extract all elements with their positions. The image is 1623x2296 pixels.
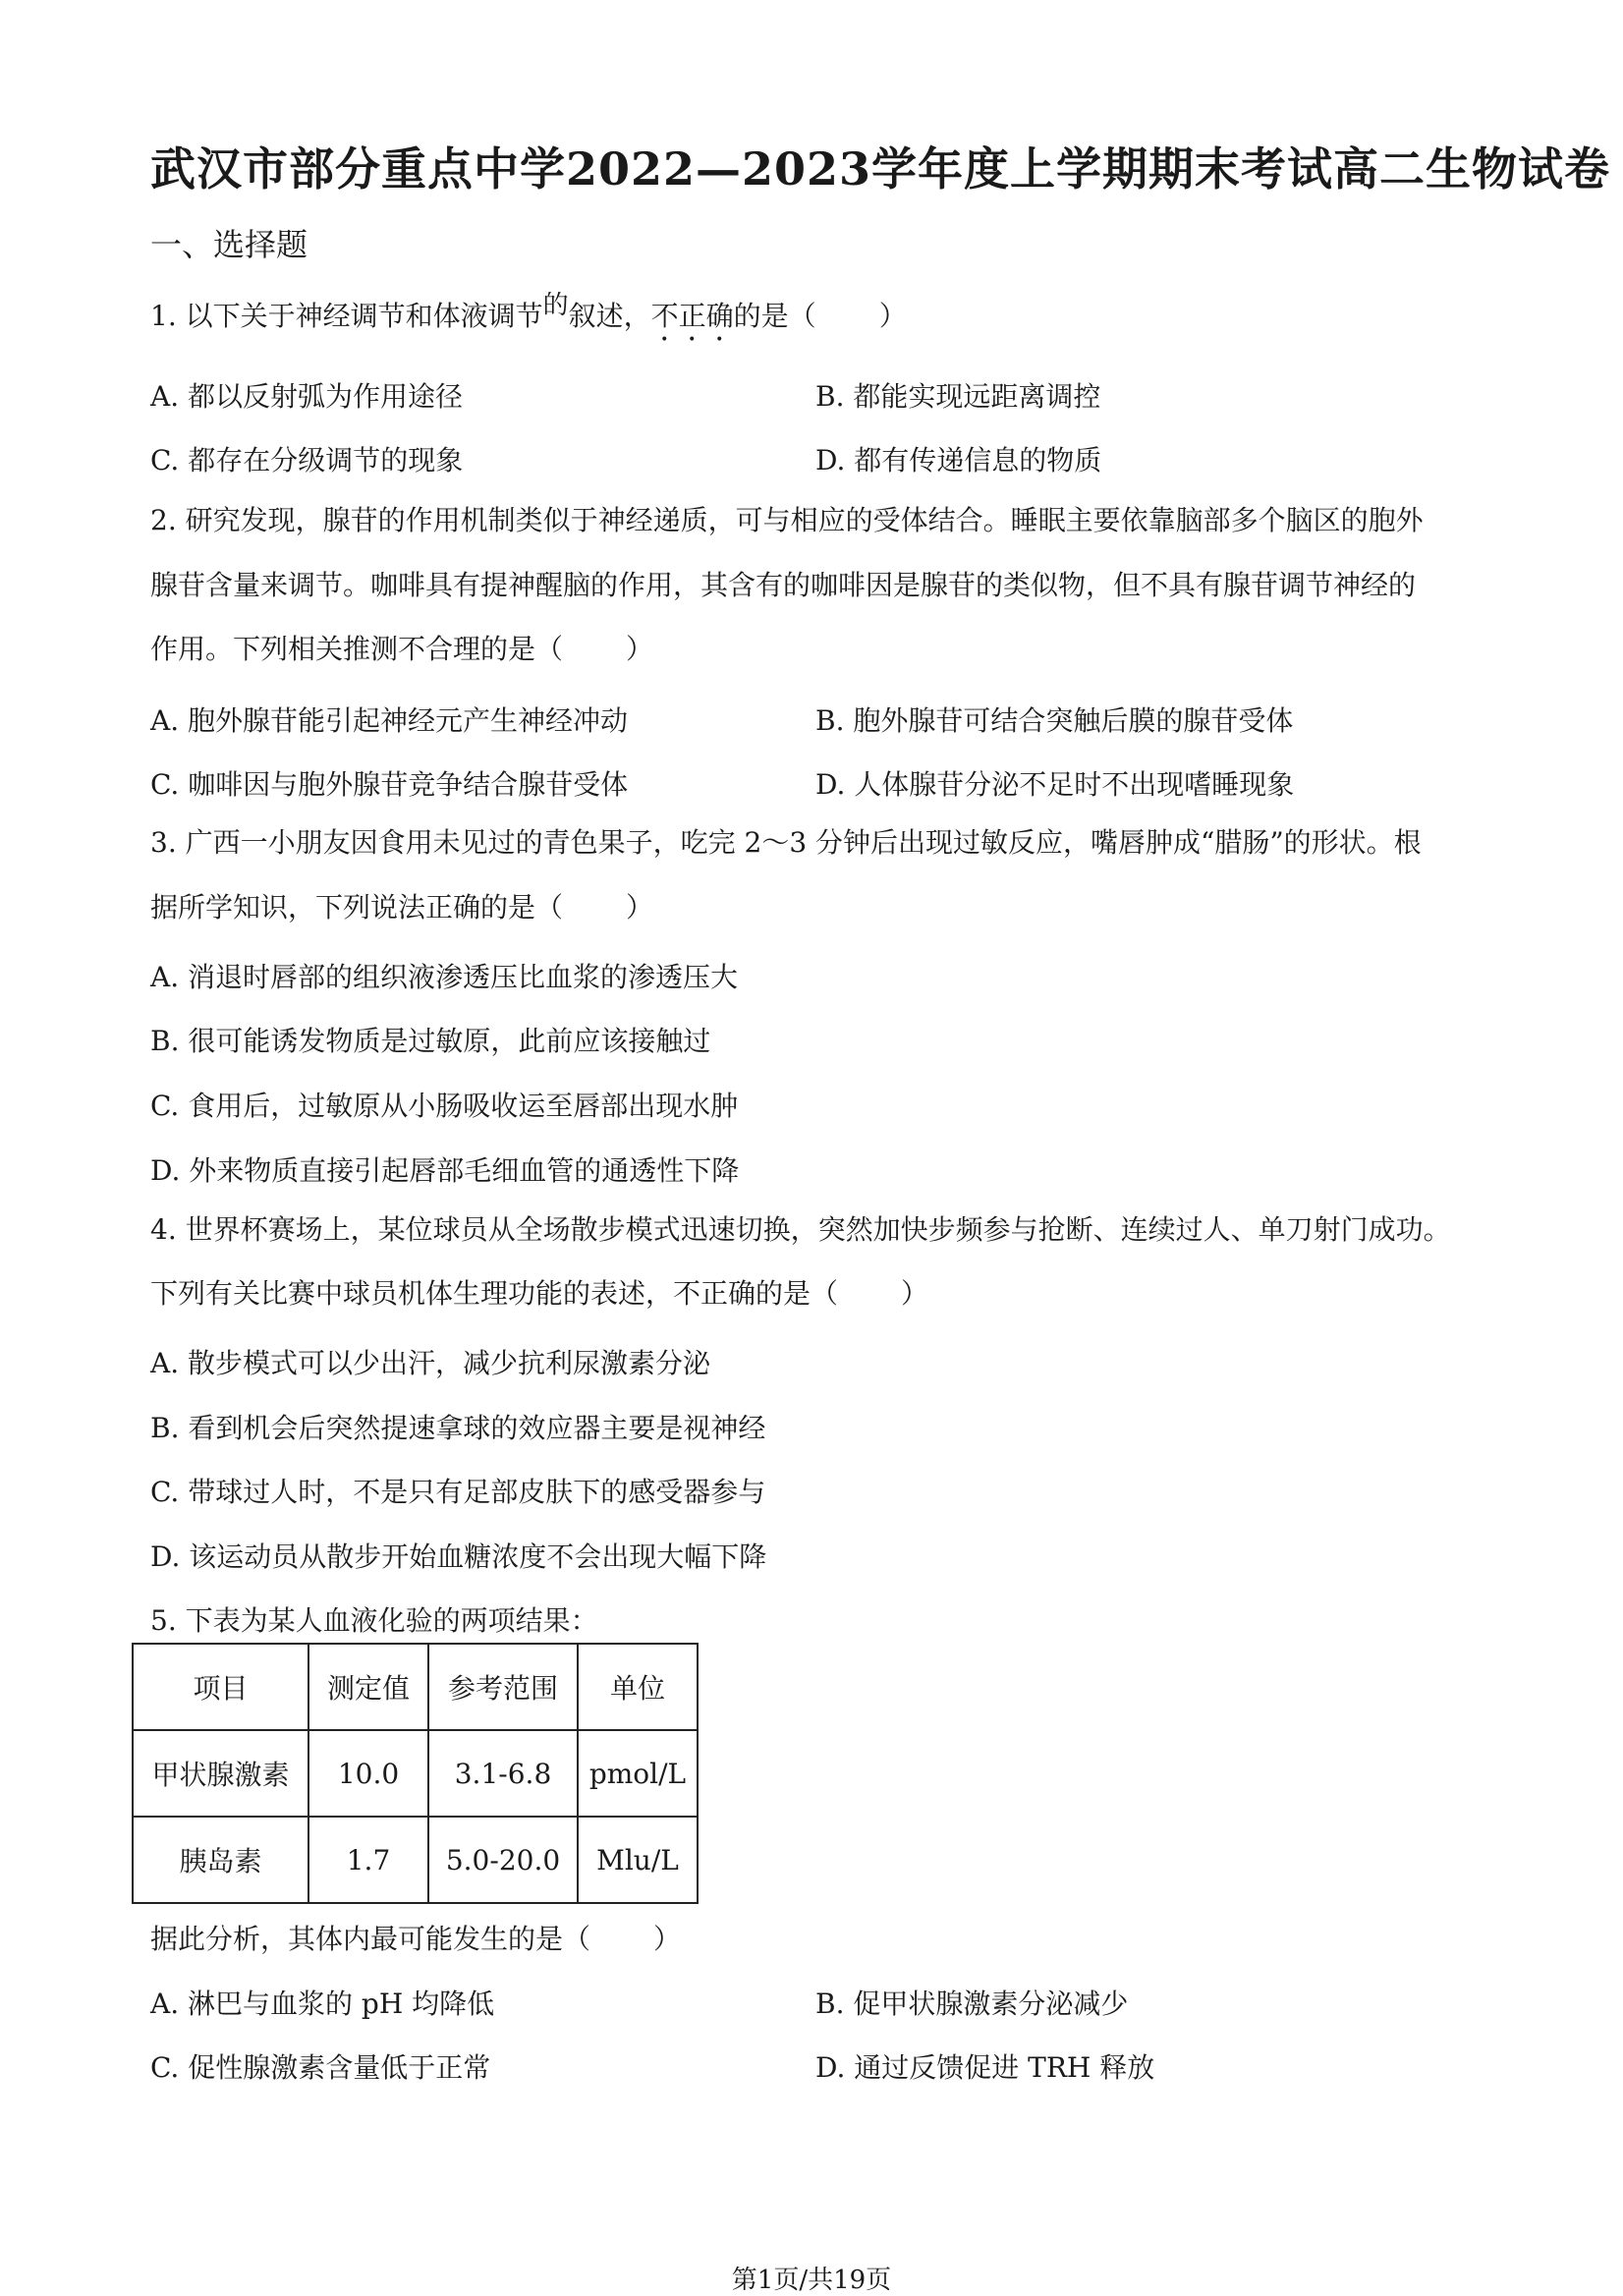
q3-option-a: A. 消退时唇部的组织液渗透压比血浆的渗透压大: [150, 961, 739, 993]
q2-stem-line: [150, 630, 653, 669]
exam-title: 武汉市部分重点中学2022—2023学年度上学期期末考试高二生物试卷: [150, 142, 1611, 196]
q3-option-c: C. 食用后，过敏原从小肠吸收运至唇部出现水肿: [150, 1090, 739, 1122]
q3-option-b: B. 很可能诱发物质是过敏原，此前应该接触过: [150, 1025, 711, 1057]
q5-question: [150, 1918, 681, 1957]
table-cell: 10.0: [308, 1730, 428, 1817]
q5-question-part: ）: [653, 1923, 682, 1955]
table-header-cell: 参考范围: [428, 1644, 578, 1730]
q3-stem-part: ）: [626, 891, 654, 924]
table-cell: 5.0-20.0: [428, 1817, 578, 1903]
table-cell: Mlu/L: [578, 1817, 698, 1903]
table-row: [133, 1730, 698, 1817]
q3-stem-part: 据所学知识，下列说法正确的是（: [150, 891, 564, 924]
q5-option-c: C. 促性腺激素含量低于正常: [150, 2051, 491, 2084]
q5-option-a: A. 淋巴与血浆的 pH 均降低: [150, 1988, 495, 2020]
table-row: [133, 1817, 698, 1903]
q1-stem-part: 1. 以下关于神经调节和体液调节: [150, 300, 543, 332]
q1-option-c: C. 都存在分级调节的现象: [150, 444, 464, 476]
blood-test-table: [132, 1643, 699, 1904]
q2-option-a: A. 胞外腺苷能引起神经元产生神经冲动: [150, 704, 629, 737]
table-cell: 3.1-6.8: [428, 1730, 578, 1817]
q2-stem-part: 作用。下列相关推测不合理的是（: [150, 633, 564, 665]
table-cell: 胰岛素: [133, 1817, 308, 1903]
q4-option-d: D. 该运动员从散步开始血糖浓度不会出现大幅下降: [150, 1540, 767, 1573]
q1-stem-part: ）: [878, 300, 907, 332]
q2-stem-line: 腺苷含量来调节。咖啡具有提神醒脑的作用，其含有的咖啡因是腺苷的类似物，但不具有腺苷调节神经的: [150, 569, 1417, 601]
q2-stem-part: ）: [626, 633, 654, 665]
q1-option-b: B. 都能实现远距离调控: [815, 380, 1101, 413]
q3-stem-line: 3. 广西一小朋友因食用未见过的青色果子，吃完 2～3 分钟后出现过敏反应，嘴唇肿成“腊肠”的形状。根: [150, 826, 1422, 859]
q2-option-d: D. 人体腺苷分泌不足时不出现嗜睡现象: [815, 768, 1295, 801]
q4-stem-part: 下列有关比赛中球员机体生理功能的表述，不正确的是（: [150, 1277, 839, 1310]
table-cell: 1.7: [308, 1817, 428, 1903]
q5-question-part: 据此分析，其体内最可能发生的是（: [150, 1923, 591, 1955]
q5-intro: 5. 下表为某人血液化验的两项结果：: [150, 1604, 598, 1637]
q2-option-b: B. 胞外腺苷可结合突触后膜的腺苷受体: [815, 704, 1294, 737]
q2-option-c: C. 咖啡因与胞外腺苷竞争结合腺苷受体: [150, 768, 629, 801]
page-number-footer: 第1页/共19页: [731, 2266, 892, 2295]
q3-option-d: D. 外来物质直接引起唇部毛细血管的通透性下降: [150, 1154, 740, 1187]
q5-option-b: B. 促甲状腺激素分泌减少: [815, 1988, 1129, 2020]
question-1-stem: [150, 291, 907, 348]
q1-stem-part: 的是（: [733, 300, 816, 332]
q5-option-d: D. 通过反馈促进 TRH 释放: [815, 2051, 1155, 2084]
q4-stem-line: [150, 1274, 928, 1314]
q1-stem-superscript: 的: [542, 291, 569, 320]
section-heading: 一、选择题: [150, 226, 308, 263]
q2-stem-line: 2. 研究发现，腺苷的作用机制类似于神经递质，可与相应的受体结合。睡眠主要依靠脑部多个脑区的胞外: [150, 504, 1424, 536]
q4-option-a: A. 散步模式可以少出汗，减少抗利尿激素分泌: [150, 1347, 711, 1379]
q3-stem-line: [150, 888, 653, 927]
table-header-cell: 单位: [578, 1644, 698, 1730]
q1-emphasized-text: 不正确: [650, 300, 734, 332]
table-cell: pmol/L: [578, 1730, 698, 1817]
q4-stem-part: ）: [901, 1277, 929, 1310]
q4-option-c: C. 带球过人时，不是只有足部皮肤下的感受器参与: [150, 1476, 766, 1508]
q1-option-d: D. 都有传递信息的物质: [815, 444, 1102, 476]
q1-option-a: A. 都以反射弧为作用途径: [150, 380, 464, 413]
table-header-row: [133, 1644, 698, 1730]
table-cell: 甲状腺激素: [133, 1730, 308, 1817]
q4-stem-line: 4. 世界杯赛场上，某位球员从全场散步模式迅速切换，突然加快步频参与抢断、连续过人、单刀射门成功。: [150, 1213, 1451, 1246]
table-header-cell: 项目: [133, 1644, 308, 1730]
q4-option-b: B. 看到机会后突然提速拿球的效应器主要是视神经: [150, 1412, 766, 1444]
table-header-cell: 测定值: [308, 1644, 428, 1730]
q1-stem-part: 叙述，: [568, 300, 651, 332]
